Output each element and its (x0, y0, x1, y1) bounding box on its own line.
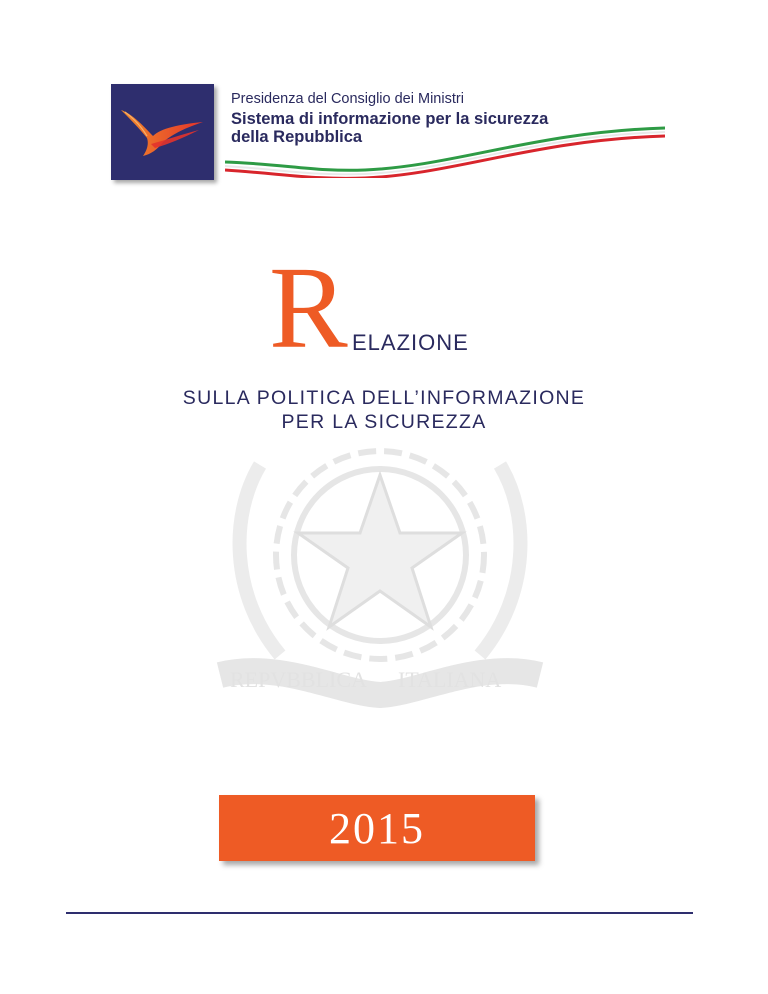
title-rest: ELAZIONE (352, 330, 469, 355)
subtitle-line1: SULLA POLITICA DELL’INFORMAZIONE (182, 387, 586, 409)
report-year: 2015 (329, 803, 425, 853)
emblem-text-right: ITALIANA (398, 667, 502, 692)
government-name: Presidenza del Consiglio dei Ministri (231, 91, 464, 107)
agency-name-line2: della Repubblica (231, 128, 363, 146)
bottom-divider (66, 912, 693, 914)
title-initial: R (269, 242, 348, 373)
report-subtitle (0, 386, 768, 434)
sisr-logo (111, 84, 214, 180)
year-banner (219, 795, 535, 861)
bird-icon (111, 84, 214, 180)
emblem-text-left: REPVBBLICA (230, 667, 367, 692)
report-title (0, 242, 768, 373)
tricolore-swoosh (225, 118, 665, 178)
italian-republic-emblem (200, 425, 560, 745)
subtitle-line2: PER LA SICUREZZA (281, 411, 487, 433)
agency-name-line1: Sistema di informazione per la sicurezza (231, 110, 549, 128)
